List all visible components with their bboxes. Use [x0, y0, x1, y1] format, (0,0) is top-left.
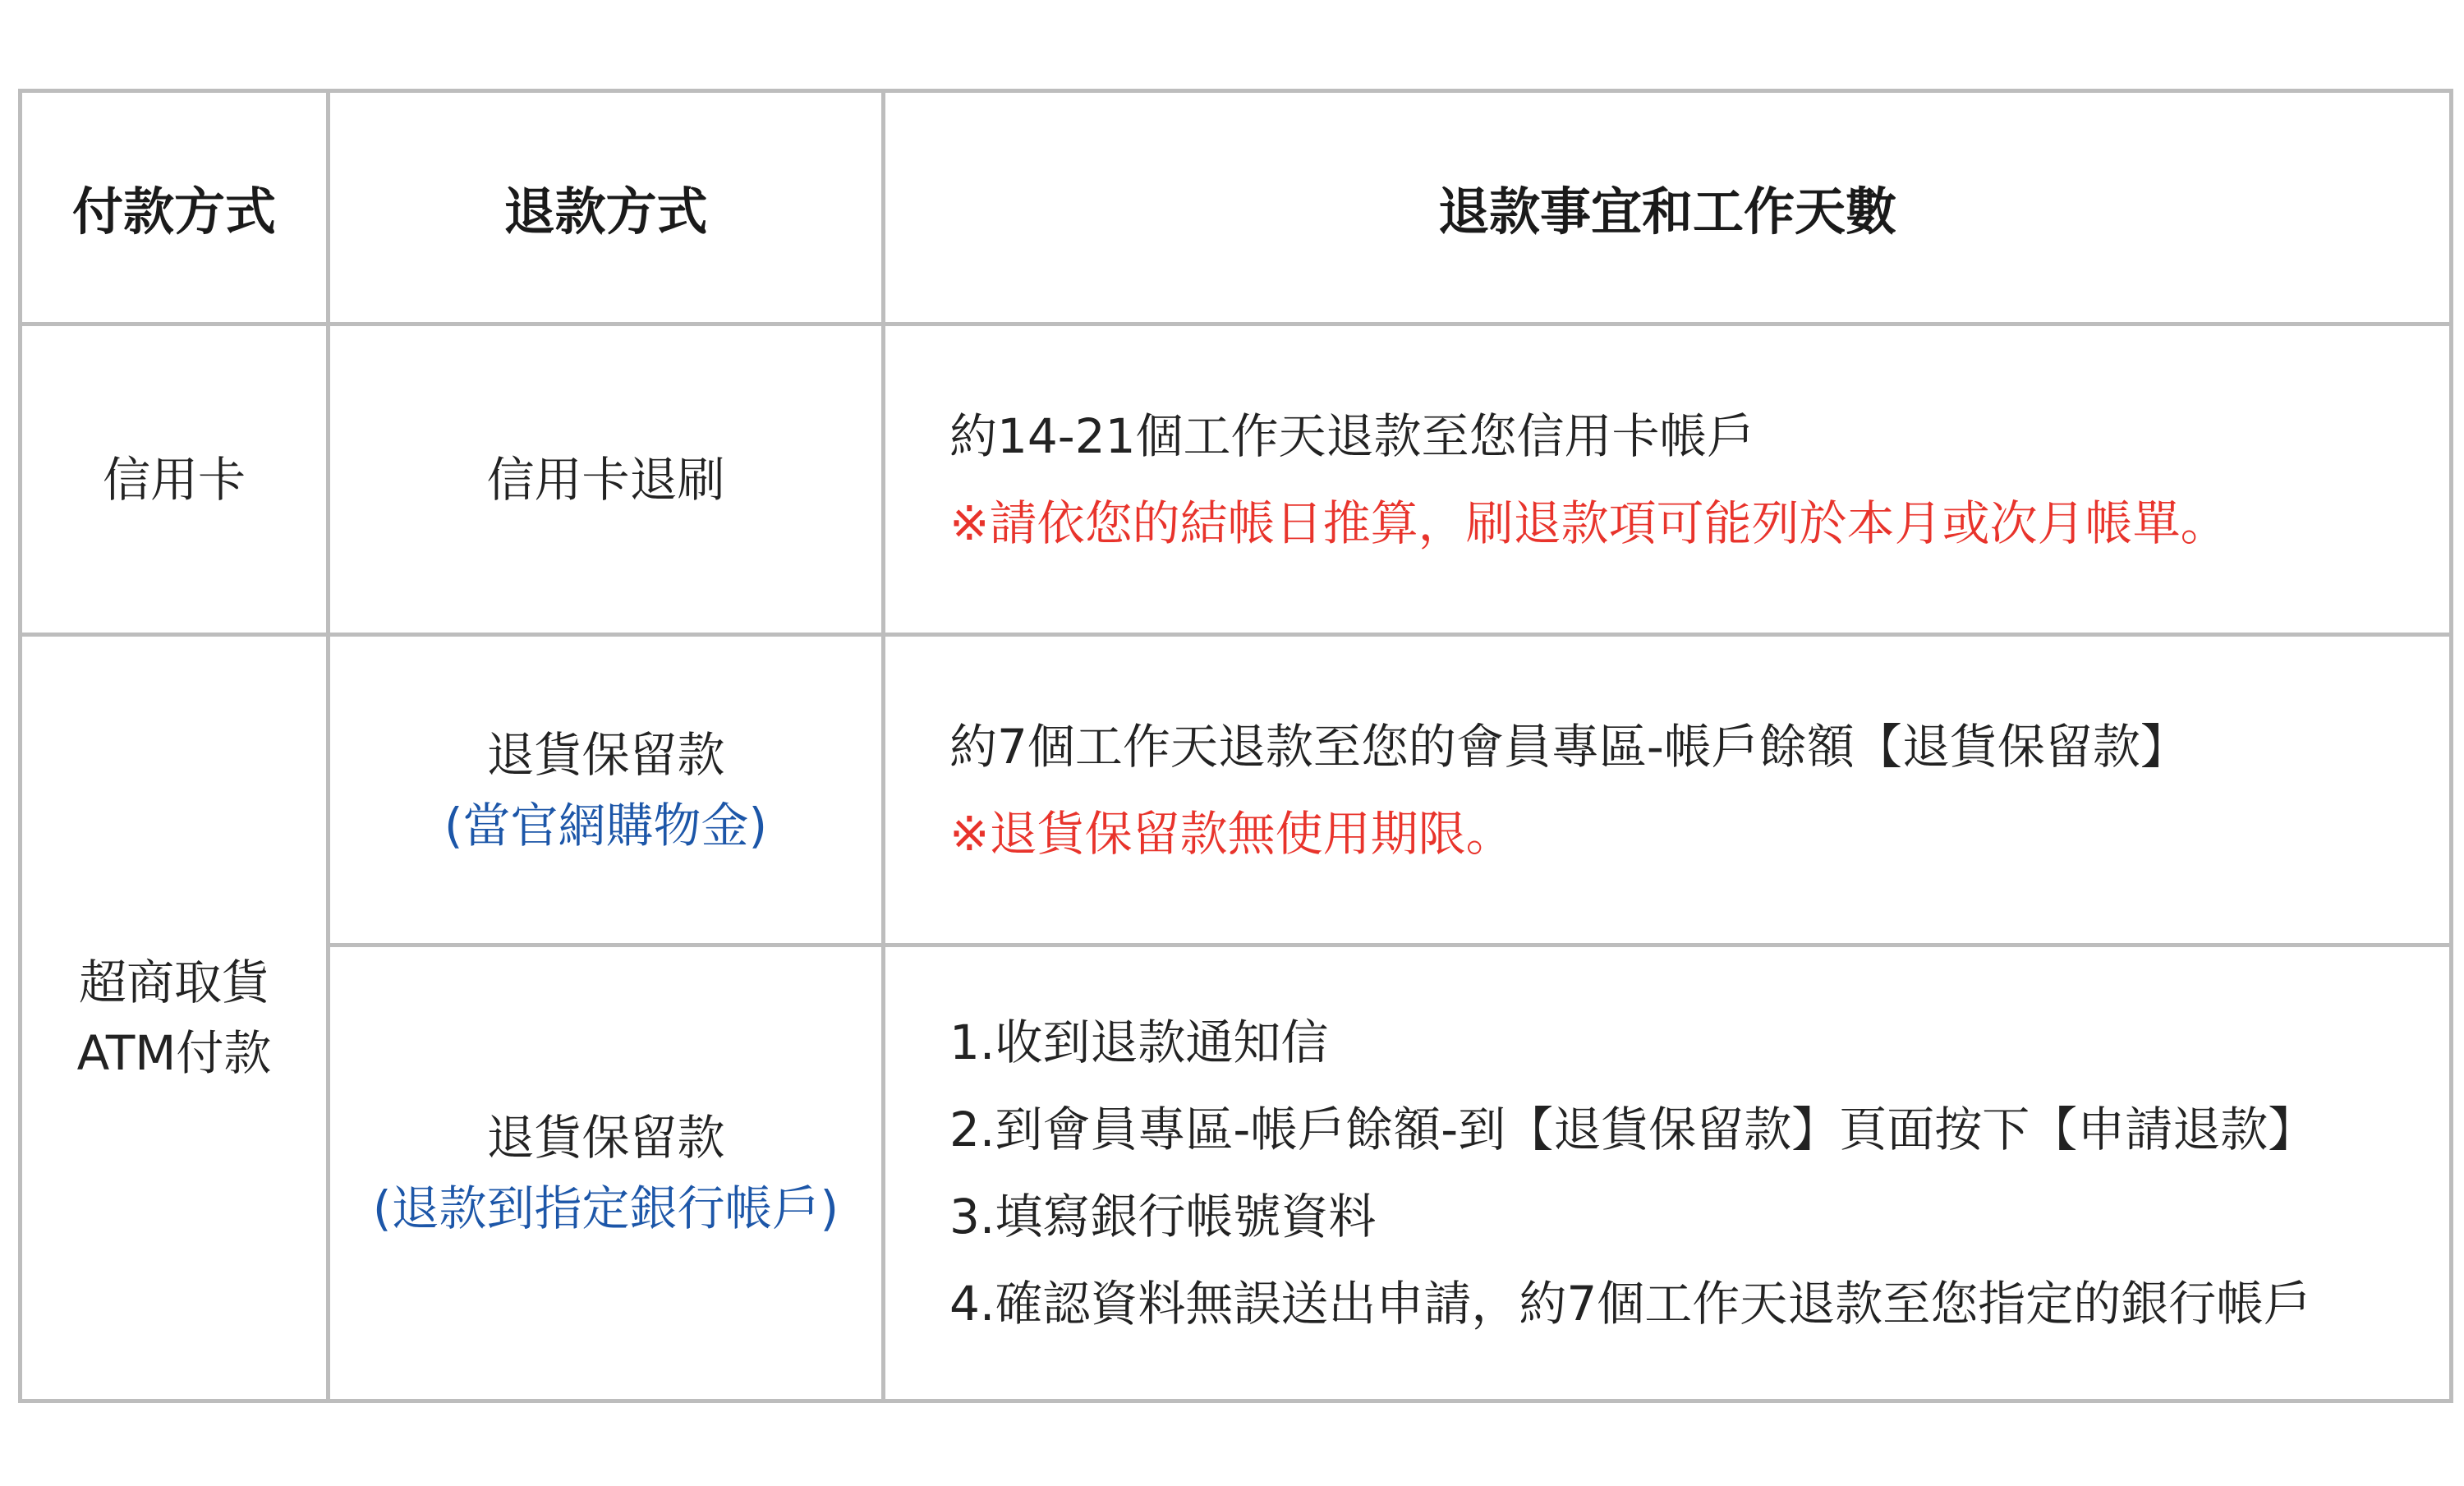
step-line: 1.收到退款通知信 [949, 1014, 1329, 1070]
notice-text: ※退貨保留款無使用期限。 [949, 805, 1514, 862]
payment-label: 信用卡 [102, 451, 246, 508]
method-note: (退款到指定銀行帳戶) [372, 1180, 839, 1236]
method-label: 退貨保留款 [486, 726, 725, 783]
method-cell-card-refund [329, 324, 884, 635]
details-cell-bank-transfer [884, 945, 2452, 1401]
method-label: 退貨保留款 [486, 1110, 725, 1166]
details-cell-store-credit [884, 635, 2452, 945]
details-cell-credit-card [884, 324, 2452, 635]
method-label: 信用卡退刷 [486, 451, 725, 508]
header-refund-method: 退款方式 [329, 91, 884, 324]
payment-label: 超商取貨 [78, 955, 269, 1010]
method-note: (當官網購物金) [444, 797, 768, 853]
header-payment-method: 付款方式 [21, 91, 329, 324]
refund-table [18, 89, 2453, 1403]
detail-line: 約7個工作天退款至您的會員專區-帳戶餘額【退貨保留款】 [949, 718, 2188, 775]
method-cell-bank-transfer [329, 945, 884, 1401]
method-cell-store-credit [329, 635, 884, 945]
table-header-row [21, 91, 2452, 324]
detail-line: 約14-21個工作天退款至您信用卡帳戶 [949, 407, 1755, 464]
notice-text: ※請依您的結帳日推算，刷退款項可能列於本月或次月帳單。 [949, 495, 2228, 551]
payment-cell-store-atm [21, 635, 329, 1401]
step-line: 2.到會員專區-帳戶餘額-到【退貨保留款】頁面按下【申請退款】 [949, 1102, 2316, 1157]
payment-cell-credit-card [21, 324, 329, 635]
step-line: 3.填寫銀行帳號資料 [949, 1189, 1377, 1244]
step-line: 4.確認資料無誤送出申請，約7個工作天退款至您指定的銀行帳戶 [949, 1276, 2312, 1332]
payment-label: ATM付款 [76, 1025, 272, 1081]
table-row [21, 945, 2452, 1401]
header-refund-details: 退款事宜和工作天數 [884, 91, 2452, 324]
table-row [21, 324, 2452, 635]
table-row [21, 635, 2452, 945]
